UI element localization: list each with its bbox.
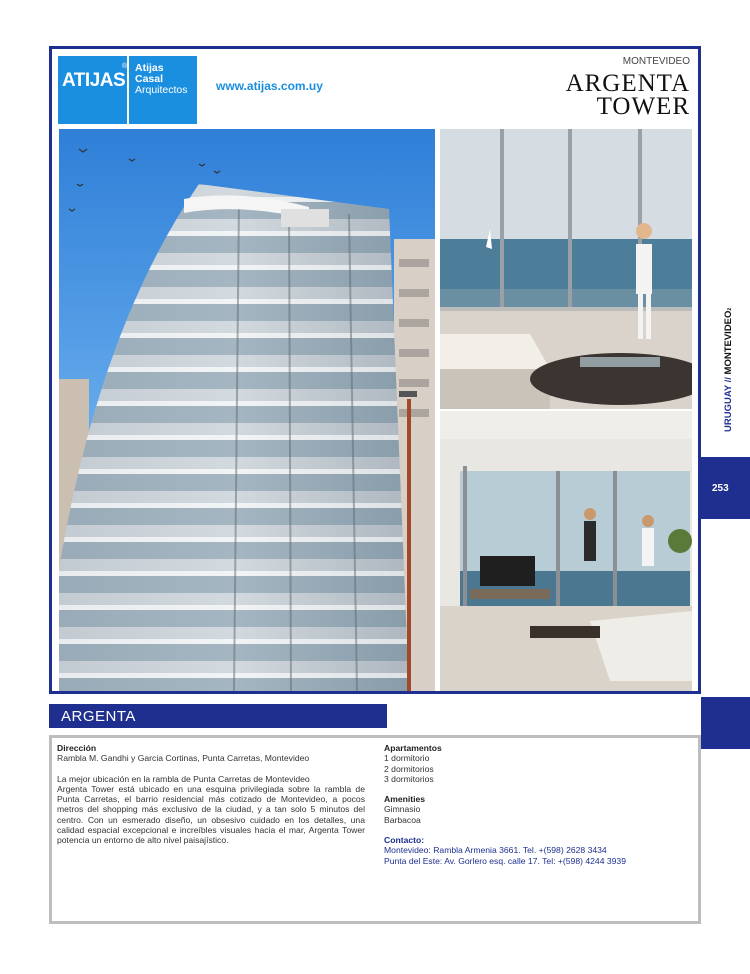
amenities-heading: Amenities <box>384 794 426 805</box>
amenity-item: Barbacoa <box>384 814 421 825</box>
interior-living-room-photo <box>440 411 692 691</box>
spacer <box>384 784 684 794</box>
logo-line-3: Arquitectos <box>135 84 188 96</box>
side-location-label <box>723 308 734 432</box>
contact-montevideo: Montevideo: Rambla Armenia 3661. Tel. +(598) 2628 3434 <box>384 845 607 856</box>
side-city: MONTEVIDEO <box>723 310 734 375</box>
logo-line-1: Atijas <box>135 62 164 74</box>
apartment-item: 1 dormitorio <box>384 753 430 764</box>
spacer <box>384 825 684 835</box>
project-title-line-1: ARGENTA <box>565 70 690 97</box>
building-photo <box>59 129 435 691</box>
project-title-line-2: TOWER <box>596 93 690 120</box>
website-link[interactable]: www.atijas.com.uy <box>216 79 323 93</box>
right-edge-tab <box>701 697 750 749</box>
spacer <box>57 764 365 774</box>
amenity-item: Gimnasio <box>384 804 421 815</box>
interior-balcony-photo <box>440 129 692 409</box>
logo-registered-mark: ® <box>122 63 128 70</box>
apartments-heading: Apartamentos <box>384 743 442 753</box>
description-paragraph: Argenta Tower está ubicado en una esquina privilegiada sobre la rambla de Punta Carretas, el barrio residencial más cotizado de Montevideo, a pocos metros del shopping más exclusivo de la ciudad, y a tan solo 5 minutos del centro. Con un esmerado diseño, un obsesivo cuidado en los detalles, una calidad espacial excepcional e increíbles visuales hacia el mar, Argenta Tower potencia un entorno de alto nivel paisajístico. <box>57 783 365 846</box>
contact-punta-del-este: Punta del Este: Av. Gorlero esq. calle 17. Tel: +(598) 4244 3939 <box>384 855 626 866</box>
page-number: 253 <box>712 483 729 494</box>
side-country: URUGUAY // <box>723 374 734 432</box>
logo-line-2: Casal <box>135 73 164 85</box>
logo-divider <box>127 56 129 124</box>
section-label: ARGENTA <box>61 708 136 725</box>
description-headline: La mejor ubicación en la rambla de Punta Carretas de Montevideo <box>57 773 310 784</box>
address-text: Rambla M. Gandhi y Garcia Cortinas, Punta Carretas, Montevideo <box>57 753 310 764</box>
contact-heading: Contacto: <box>384 835 425 846</box>
side-city-subscript: z <box>727 307 733 311</box>
atijas-logo[interactable] <box>58 56 197 124</box>
city-label: MONTEVIDEO <box>622 56 690 67</box>
left-column <box>57 743 365 846</box>
apartment-item: 2 dormitorios <box>384 763 434 774</box>
address-heading: Dirección <box>57 743 97 753</box>
logo-wordmark: ATIJAS <box>62 70 126 91</box>
right-column <box>384 743 684 866</box>
apartment-item: 3 dormitorios <box>384 773 434 784</box>
